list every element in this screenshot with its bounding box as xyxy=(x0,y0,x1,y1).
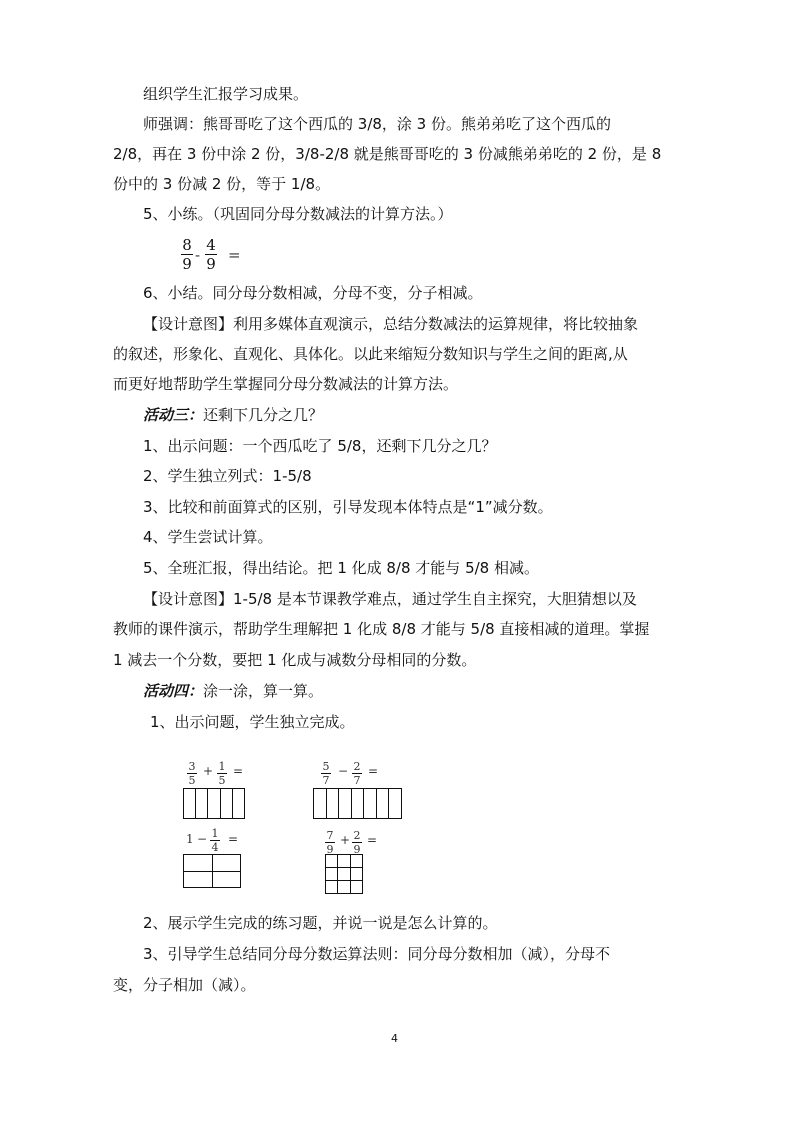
fraction: 5 7 xyxy=(322,760,330,787)
text-line: 5、小练。（巩固同分母分数减法的计算方法。） xyxy=(143,205,453,223)
text-line: 而更好地帮助学生掌握同分母分数减法的计算方法。 xyxy=(113,375,459,393)
page-number: 4 xyxy=(391,1032,398,1045)
minus-sign: − xyxy=(338,764,349,778)
plus-sign: + xyxy=(203,764,214,778)
fraction: 2 7 xyxy=(353,760,361,787)
whole-number: 1 xyxy=(186,832,194,846)
text-line: 教师的课件演示，帮助学生理解把 1 化成 8/8 才能与 5/8 直接相减的道理。掌握 xyxy=(113,620,650,638)
fraction: 8 9 xyxy=(182,236,192,273)
text-line: 1 减去一个分数，要把 1 化成与减数分母相同的分数。 xyxy=(113,651,477,669)
text-line: 1、出示问题：一个西瓜吃了 5/8，还剩下几分之几？ xyxy=(143,437,497,455)
text-line: 2/8，再在 3 份中涂 2 份，3/8-2/8 就是熊哥哥吃的 3 份减熊弟弟吃的 2 份，是 8 xyxy=(113,145,662,163)
equals-sign: = xyxy=(233,764,244,778)
text-line: 1、出示问题，学生独立完成。 xyxy=(150,713,355,731)
text-line: 组织学生汇报学习成果。 xyxy=(143,85,309,103)
text-line: 3、比较和前面算式的区别，引导发现本体特点是“1”减分数。 xyxy=(143,498,553,516)
fraction: 1 4 xyxy=(211,827,219,854)
plus-sign: + xyxy=(340,833,351,847)
activity-label: 活动三： xyxy=(143,406,204,424)
text-line: 【设计意图】1-5/8 是本节课教学难点，通过学生自主探究，大胆猜想以及 xyxy=(143,590,637,608)
text-line: 4、学生尝试计算。 xyxy=(143,528,273,546)
text-line: 的叙述，形象化、直观化、具体化。以此来缩短分数知识与学生之间的距离,从 xyxy=(113,345,628,363)
text-line: 5、全班汇报，得出结论。把 1 化成 8/8 才能与 5/8 相减。 xyxy=(143,559,539,577)
activity-four-heading xyxy=(143,676,713,706)
equals-sign: = xyxy=(367,833,378,847)
equals-sign: = xyxy=(228,832,239,846)
equals-sign: = xyxy=(228,246,241,264)
fraction: 7 9 xyxy=(326,829,334,856)
text-line: 2、展示学生完成的练习题，并说一说是怎么计算的。 xyxy=(143,914,498,932)
fraction: 3 5 xyxy=(188,760,196,787)
text-line: 师强调：熊哥哥吃了这个西瓜的 3/8，涂 3 份。熊弟弟吃了这个西瓜的 xyxy=(143,115,611,133)
activity-three-heading xyxy=(143,400,713,430)
text-line: 变，分子相加（减）。 xyxy=(113,976,256,994)
equals-sign: = xyxy=(368,764,379,778)
fraction-grid-quarters[interactable] xyxy=(183,854,241,888)
activity-label: 活动四： xyxy=(143,682,204,700)
fraction: 4 9 xyxy=(206,236,216,273)
text-line: 份中的 3 份减 2 份，等于 1/8。 xyxy=(113,175,331,193)
fraction-grid-fifths[interactable] xyxy=(183,788,245,819)
text-line: 3、引导学生总结同分母分数运算法则：同分母分数相加（减），分母不 xyxy=(143,945,611,963)
fraction-grid-sevenths[interactable] xyxy=(313,788,402,819)
activity-title: 涂一涂，算一算。 xyxy=(203,682,324,700)
fraction: 1 5 xyxy=(218,760,226,787)
text-line: 【设计意图】利用多媒体直观演示，总结分数减法的运算规律，将比较抽象 xyxy=(143,315,639,333)
fraction: 2 9 xyxy=(353,829,361,856)
fraction-grid-ninths[interactable] xyxy=(325,854,363,894)
text-line: 2、学生独立列式：1-5/8 xyxy=(143,467,312,485)
minus-sign: − xyxy=(197,832,208,846)
minus-sign: - xyxy=(195,246,201,264)
activity-title: 还剩下几分之几？ xyxy=(203,406,324,424)
text-line: 6、小结。同分母分数相减，分母不变，分子相减。 xyxy=(143,284,483,302)
